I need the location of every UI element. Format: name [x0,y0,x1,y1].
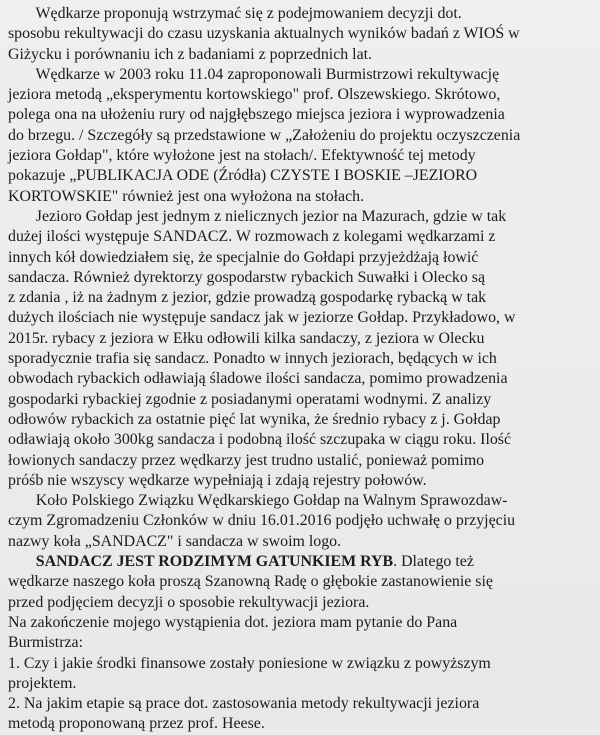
text-line: KORTOWSKIE" również jest ona wyłożona na stołach. [8,187,365,205]
text-line: Jezioro Gołdap jest jednym z nielicznych jezior na Mazurach, gdzie w tak [8,207,507,225]
list-item: 1. Czy i jakie środki finansowe zostały poniesione w związku z powyższym [8,654,491,672]
text-line: z zdania , iż na żadnym z jezior, gdzie prowadzą gospodarkę rybacką w tak [8,289,487,307]
text-line: wędkarze naszego koła proszą Szanowną Radę o głębokie zastanowienie się [8,573,493,591]
text-line: 2015r. rybacy z jeziora w Ełku odłowili kilka sandaczy, z jeziora w Olecku [8,329,485,347]
bold-statement: SANDACZ JEST RODZIMYM GATUNKIEM RYB [8,553,394,571]
text-line: czym Zgromadzeniu Członków w dniu 16.01.2016 podjęło uchwałę o przyjęciu [8,512,516,530]
text-line: dużej ilości występuje SANDACZ. W rozmowach z kolegami wędkarzami z [8,228,496,246]
text-line: innych kół dowiedziałem się, że specjalnie do Gołdapi przyjeżdżają łowić [8,248,479,266]
text-line: odłowów rybackich za ostatnie pięć lat wynika, że średnio rybacy z j. Gołdap [8,410,501,428]
paragraph-1 [8,4,590,65]
text-line: Wędkarze proponują wstrzymać się z podejmowaniem decyzji dot. [8,5,462,22]
text-line: sposobu rekultywacji do czasu uzyskania aktualnych wyników badań z WIOŚ w [8,25,520,43]
text-fragment: . Dlatego też [393,553,474,571]
paragraph-6 [8,613,590,735]
text-line: metodą proponowaną przez prof. Heese. [8,715,265,733]
paragraph-3 [8,207,590,491]
text-line: Koło Polskiego Związku Wędkarskiego Gołdap na Walnym Sprawozdaw- [8,492,508,510]
text-line: sporadycznie trafia się sandacz. Ponadto w innych jeziorach, będących w ich [8,350,497,368]
text-line [8,552,590,572]
text-line: polega ona na ułożeniu rury od najgłębszego miejsca jeziora i wyprowadzenia [8,106,505,124]
text-line: gospodarki rybackiej zgodnie z posiadanymi operatami wodnymi. Z analizy [8,390,492,408]
text-line: Burmistrza: [8,634,84,652]
paragraph-5 [8,552,590,613]
text-line: Wędkarze w 2003 roku 11.04 zaproponowali Burmistrzowi rekultywację [8,65,500,83]
list-item: 2. Na jakim etapie są prace dot. zastosowania metody rekultywacji jeziora [8,695,480,713]
text-line: Na zakończenie mojego wystąpienia dot. jeziora mam pytanie do Pana [8,613,458,631]
text-line: do brzegu. / Szczegóły są przedstawione w „Założeniu do projektu oczyszczenia [8,126,521,144]
text-line: Giżycku i porównaniu ich z badaniami z poprzednich lat. [8,45,373,63]
text-line: łowionych sandaczy przez wędkarzy jest trudno ustalić, ponieważ pomimo [8,451,485,469]
text-line: jeziora metodą „eksperymentu kortowskiego" prof. Olszewskiego. Skrótowo, [8,86,501,104]
text-line: pokazuje „PUBLIKACJA ODE (Źródła) CZYSTE I BOSKIE –JEZIORO [8,167,478,185]
text-line: jeziora Gołdap", które wyłożone jest na stołach/. Efektywność tej metody [8,147,476,165]
text-line: przed podjęciem decyzji o sposobie rekultywacji jeziora. [8,593,370,611]
paragraph-4 [8,491,590,552]
text-line: dużych ilościach nie występuje sandacz jak w jeziorze Gołdap. Przykładowo, w [8,309,516,327]
text-line: obwodach rybackich odławiają śladowe ilości sandacza, pomimo prowadzenia [8,370,508,388]
paragraph-2 [8,65,590,207]
text-line: nazwy koła „SANDACZ" i sandacza w swoim logo. [8,532,342,550]
text-line: projektem. [8,674,77,692]
text-line: próśb nie wszyscy wędkarze wypełniają i zdają rejestry połowów. [8,471,427,489]
text-line: sandacza. Również dyrektorzy gospodarstw rybackich Suwałki i Olecko są [8,268,486,286]
text-line: odławiają około 300kg sandacza i podobną ilość szczupaka w ciągu roku. Ilość [8,431,512,449]
